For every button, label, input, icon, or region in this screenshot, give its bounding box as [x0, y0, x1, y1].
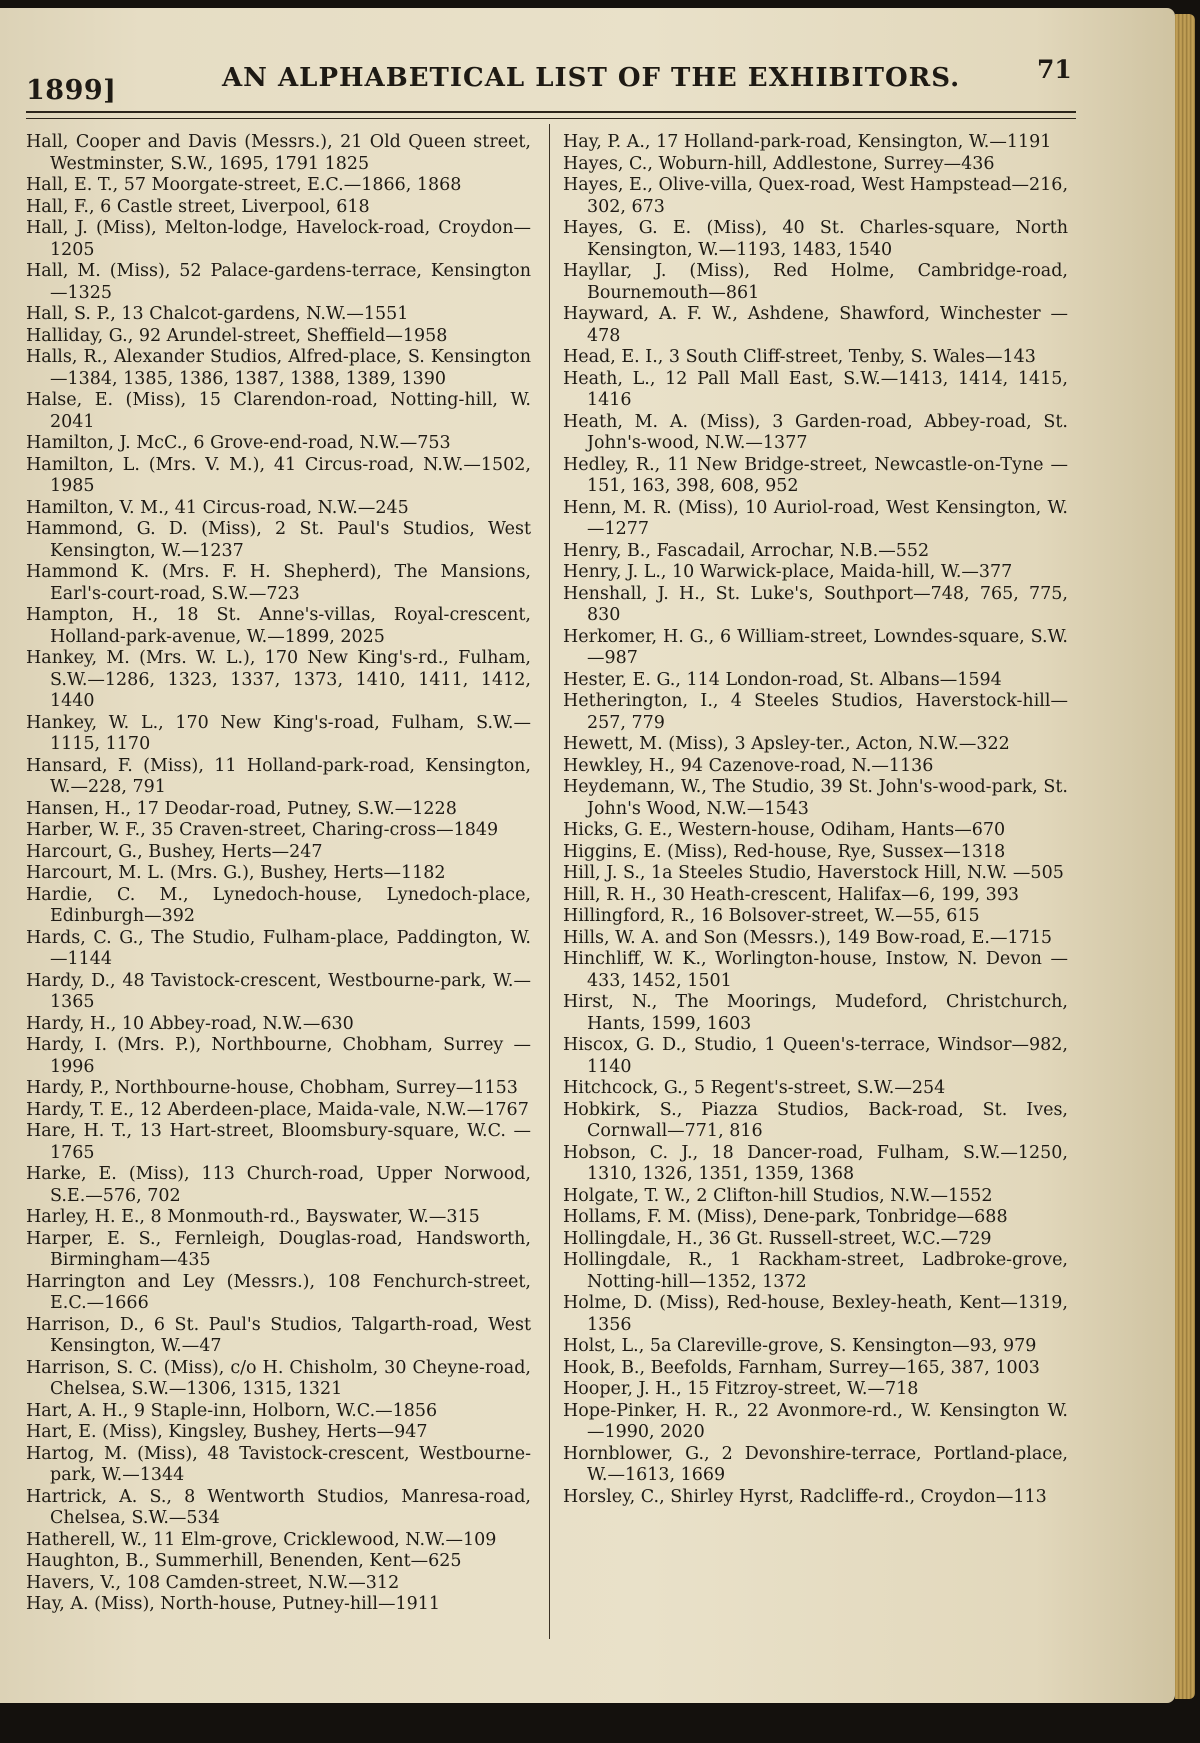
exhibitor-entry: Hardie, C. M., Lynedoch-house, Lynedoch-place, Edinburgh—392	[26, 884, 531, 926]
exhibitor-entry: Harber, W. F., 35 Craven-street, Charing-cross—1849	[26, 820, 499, 840]
exhibitor-entry: Hall, M. (Miss), 52 Palace-gardens-terrace, Kensington—1325	[26, 261, 531, 303]
exhibitor-entry: Hinchliff, W. K., Worlington-house, Instow, N. Devon —433, 1452, 1501	[563, 949, 1068, 991]
exhibitor-entry: Harley, H. E., 8 Monmouth-rd., Bayswater, W.—315	[26, 1207, 480, 1227]
header-title: AN ALPHABETICAL LIST OF THE EXHIBITORS.	[222, 63, 961, 93]
exhibitor-entry: Haughton, B., Summerhill, Benenden, Kent—625	[26, 1551, 462, 1571]
exhibitor-entry: Hamilton, L. (Mrs. V. M.), 41 Circus-road, N.W.—1502, 1985	[26, 454, 531, 496]
exhibitor-entry: Hollingdale, R., 1 Rackham-street, Ladbroke-grove, Notting-hill—1352, 1372	[563, 1250, 1068, 1292]
exhibitor-entry: Hansen, H., 17 Deodar-road, Putney, S.W.—1228	[26, 798, 457, 819]
exhibitor-entry: Henshall, J. H., St. Luke's, Southport—748, 765, 775, 830	[563, 583, 1068, 625]
left-column	[26, 132, 531, 1632]
exhibitor-entry: Herkomer, H. G., 6 William-street, Lowndes-square, S.W.—987	[563, 626, 1068, 668]
exhibitor-entry: Halls, R., Alexander Studios, Alfred-place, S. Kensington—1384, 1385, 1386, 1387, 1388, 1389, 1390	[26, 347, 531, 389]
exhibitor-entry: Hampton, H., 18 St. Anne's-villas, Royal-crescent, Holland-park-avenue, W.—1899, 2025	[26, 605, 531, 647]
exhibitor-entry: Harrison, D., 6 St. Paul's Studios, Talgarth-road, West Kensington, W.—47	[26, 1314, 531, 1356]
exhibitor-entry: Hollingdale, H., 36 Gt. Russell-street, W.C.—729	[563, 1228, 992, 1249]
exhibitor-entry: Hewkley, H., 94 Cazenove-road, N.—1136	[563, 755, 934, 776]
page-edge	[1175, 14, 1195, 1699]
exhibitor-entry: Hay, A. (Miss), North-house, Putney-hill—1911	[26, 1594, 440, 1614]
exhibitor-entry: Hitchcock, G., 5 Regent's-street, S.W.—254	[563, 1078, 946, 1098]
exhibitor-entry: Hare, H. T., 13 Hart-street, Bloomsbury-square, W.C. —1765	[26, 1121, 531, 1163]
exhibitor-entry: Holgate, T. W., 2 Clifton-hill Studios, N.W.—1552	[563, 1185, 993, 1206]
exhibitor-entry: Hornblower, G., 2 Devonshire-terrace, Portland-place, W.—1613, 1669	[563, 1443, 1068, 1485]
exhibitor-entry: Hayllar, J. (Miss), Red Holme, Cambridge-road, Bournemouth—861	[563, 261, 1068, 303]
exhibitor-entry: Hicks, G. E., Western-house, Odiham, Hants—670	[563, 820, 1006, 840]
exhibitor-entry: Hardy, P., Northbourne-house, Chobham, Surrey—1153	[26, 1078, 518, 1098]
page-number: 71	[1037, 55, 1072, 84]
running-header	[26, 55, 1076, 105]
exhibitor-entry: Hollams, F. M. (Miss), Dene-park, Tonbridge—688	[563, 1207, 1008, 1227]
exhibitor-entry: Hart, E. (Miss), Kingsley, Bushey, Herts—947	[26, 1422, 428, 1442]
exhibitor-entry: Higgins, E. (Miss), Red-house, Rye, Sussex—1318	[563, 841, 1006, 862]
exhibitor-entry: Hardy, T. E., 12 Aberdeen-place, Maida-vale, N.W.—1767	[26, 1099, 529, 1120]
exhibitor-entry: Hamilton, J. McC., 6 Grove-end-road, N.W.—753	[26, 433, 451, 453]
exhibitor-entry: Harrison, S. C. (Miss), c/o H. Chisholm, 30 Cheyne-road, Chelsea, S.W.—1306, 1315, 1321	[26, 1357, 531, 1399]
exhibitor-entry: Hardy, H., 10 Abbey-road, N.W.—630	[26, 1013, 354, 1034]
exhibitor-entry: Hatherell, W., 11 Elm-grove, Cricklewood, N.W.—109	[26, 1529, 497, 1550]
right-column	[563, 132, 1068, 1632]
exhibitor-entry: Harcourt, M. L. (Mrs. G.), Bushey, Herts—1182	[26, 863, 446, 883]
exhibitor-entry: Hall, E. T., 57 Moorgate-street, E.C.—1866, 1868	[26, 175, 462, 195]
exhibitor-entry: Hardy, I. (Mrs. P.), Northbourne, Chobham, Surrey —1996	[26, 1035, 531, 1077]
exhibitor-entry: Hansard, F. (Miss), 11 Holland-park-road, Kensington, W.—228, 791	[26, 755, 531, 797]
exhibitor-entry: Hill, R. H., 30 Heath-crescent, Halifax—6, 199, 393	[563, 884, 1019, 905]
exhibitor-entry: Hook, B., Beefolds, Farnham, Surrey—165, 387, 1003	[563, 1357, 1040, 1378]
exhibitor-entry: Halliday, G., 92 Arundel-street, Sheffield—1958	[26, 325, 448, 346]
exhibitor-entry: Hammond K. (Mrs. F. H. Shepherd), The Mansions, Earl's-court-road, S.W.—723	[26, 562, 531, 604]
exhibitor-entry: Henry, J. L., 10 Warwick-place, Maida-hill, W.—377	[563, 562, 1013, 582]
exhibitor-entry: Hedley, R., 11 New Bridge-street, Newcastle-on-Tyne —151, 163, 398, 608, 952	[563, 454, 1068, 496]
exhibitor-entry: Harrington and Ley (Messrs.), 108 Fenchurch-street, E.C.—1666	[26, 1271, 531, 1313]
exhibitor-entry: Holst, L., 5a Clareville-grove, S. Kensington—93, 979	[563, 1336, 1037, 1356]
exhibitor-entry: Hay, P. A., 17 Holland-park-road, Kensington, W.—1191	[563, 132, 1052, 152]
exhibitor-entry: Hester, E. G., 114 London-road, St. Albans—1594	[563, 669, 1002, 690]
exhibitor-entry: Hartrick, A. S., 8 Wentworth Studios, Manresa-road, Chelsea, S.W.—534	[26, 1486, 531, 1528]
exhibitor-entry: Heath, M. A. (Miss), 3 Garden-road, Abbey-road, St. John's-wood, N.W.—1377	[563, 411, 1068, 453]
exhibitor-entry: Hall, Cooper and Davis (Messrs.), 21 Old Queen street, Westminster, S.W., 1695, 1791 1825	[26, 132, 531, 174]
exhibitor-entry: Harper, E. S., Fernleigh, Douglas-road, Handsworth, Birmingham—435	[26, 1228, 531, 1270]
exhibitor-entry: Hobkirk, S., Piazza Studios, Back-road, St. Ives, Cornwall—771, 816	[563, 1099, 1068, 1141]
exhibitor-entry: Holme, D. (Miss), Red-house, Bexley-heath, Kent—1319, 1356	[563, 1293, 1068, 1335]
exhibitor-entry: Heath, L., 12 Pall Mall East, S.W.—1413, 1414, 1415, 1416	[563, 368, 1068, 410]
exhibitor-entry: Hall, F., 6 Castle street, Liverpool, 618	[26, 196, 370, 217]
exhibitor-entry: Hardy, D., 48 Tavistock-crescent, Westbourne-park, W.—1365	[26, 970, 531, 1012]
exhibitor-entry: Hillingford, R., 16 Bolsover-street, W.—55, 615	[563, 906, 980, 926]
header-rule	[26, 111, 1076, 119]
exhibitor-entry: Hiscox, G. D., Studio, 1 Queen's-terrace, Windsor—982, 1140	[563, 1035, 1068, 1077]
header-year: 1899]	[26, 75, 117, 106]
exhibitor-entry: Harke, E. (Miss), 113 Church-road, Upper Norwood, S.E.—576, 702	[26, 1164, 531, 1206]
exhibitor-entry: Hayes, E., Olive-villa, Quex-road, West Hampstead—216, 302, 673	[563, 175, 1068, 217]
exhibitor-entry: Hall, J. (Miss), Melton-lodge, Havelock-road, Croydon—1205	[26, 218, 531, 260]
exhibitor-entry: Hayes, C., Woburn-hill, Addlestone, Surrey—436	[563, 153, 995, 174]
exhibitor-entry: Hards, C. G., The Studio, Fulham-place, Paddington, W.—1144	[26, 927, 531, 969]
exhibitor-entry: Henn, M. R. (Miss), 10 Auriol-road, West Kensington, W.—1277	[563, 497, 1068, 539]
exhibitor-entry: Hills, W. A. and Son (Messrs.), 149 Bow-road, E.—1715	[563, 927, 1053, 948]
exhibitor-entry: Hankey, W. L., 170 New King's-road, Fulham, S.W.—1115, 1170	[26, 712, 531, 754]
exhibitor-entry: Hobson, C. J., 18 Dancer-road, Fulham, S.W.—1250, 1310, 1326, 1351, 1359, 1368	[563, 1142, 1068, 1184]
exhibitor-entry: Hewett, M. (Miss), 3 Apsley-ter., Acton, N.W.—322	[563, 734, 1010, 754]
exhibitor-entry: Henry, B., Fascadail, Arrochar, N.B.—552	[563, 540, 930, 561]
exhibitor-entry: Hooper, J. H., 15 Fitzroy-street, W.—718	[563, 1379, 919, 1399]
exhibitor-entry: Hartog, M. (Miss), 48 Tavistock-crescent, Westbourne-park, W.—1344	[26, 1443, 531, 1485]
exhibitor-entry: Harcourt, G., Bushey, Herts—247	[26, 841, 323, 862]
exhibitor-entry: Hirst, N., The Moorings, Mudeford, Christchurch, Hants, 1599, 1603	[563, 992, 1068, 1034]
exhibitor-entry: Hamilton, V. M., 41 Circus-road, N.W.—245	[26, 497, 409, 518]
exhibitor-entry: Havers, V., 108 Camden-street, N.W.—312	[26, 1572, 400, 1593]
exhibitor-entry: Halse, E. (Miss), 15 Clarendon-road, Notting-hill, W. 2041	[26, 390, 531, 432]
exhibitor-entry: Heydemann, W., The Studio, 39 St. John's-wood-park, St. John's Wood, N.W.—1543	[563, 777, 1068, 819]
exhibitor-entry: Horsley, C., Shirley Hyrst, Radcliffe-rd., Croydon—113	[563, 1486, 1047, 1507]
exhibitor-entry: Hall, S. P., 13 Chalcot-gardens, N.W.—1551	[26, 304, 409, 324]
exhibitor-entry: Hart, A. H., 9 Staple-inn, Holborn, W.C.—1856	[26, 1400, 438, 1421]
exhibitor-entry: Hill, J. S., 1a Steeles Studio, Haverstock Hill, N.W. —505	[563, 863, 1064, 883]
exhibitor-entry: Hetherington, I., 4 Steeles Studios, Haverstock-hill—257, 779	[563, 691, 1068, 733]
exhibitor-entry: Hammond, G. D. (Miss), 2 St. Paul's Studios, West Kensington, W.—1237	[26, 519, 531, 561]
column-divider	[549, 124, 550, 1639]
exhibitor-entry: Hope-Pinker, H. R., 22 Avonmore-rd., W. Kensington W.—1990, 2020	[563, 1400, 1068, 1442]
exhibitor-entry: Hayes, G. E. (Miss), 40 St. Charles-square, North Kensington, W.—1193, 1483, 1540	[563, 218, 1068, 260]
exhibitor-entry: Hankey, M. (Mrs. W. L.), 170 New King's-rd., Fulham, S.W.—1286, 1323, 1337, 1373, 1410, 1411, 1412, 1440	[26, 648, 531, 711]
exhibitor-entry: Head, E. I., 3 South Cliff-street, Tenby, S. Wales—143	[563, 347, 1036, 367]
exhibitor-entry: Hayward, A. F. W., Ashdene, Shawford, Winchester —478	[563, 304, 1068, 346]
